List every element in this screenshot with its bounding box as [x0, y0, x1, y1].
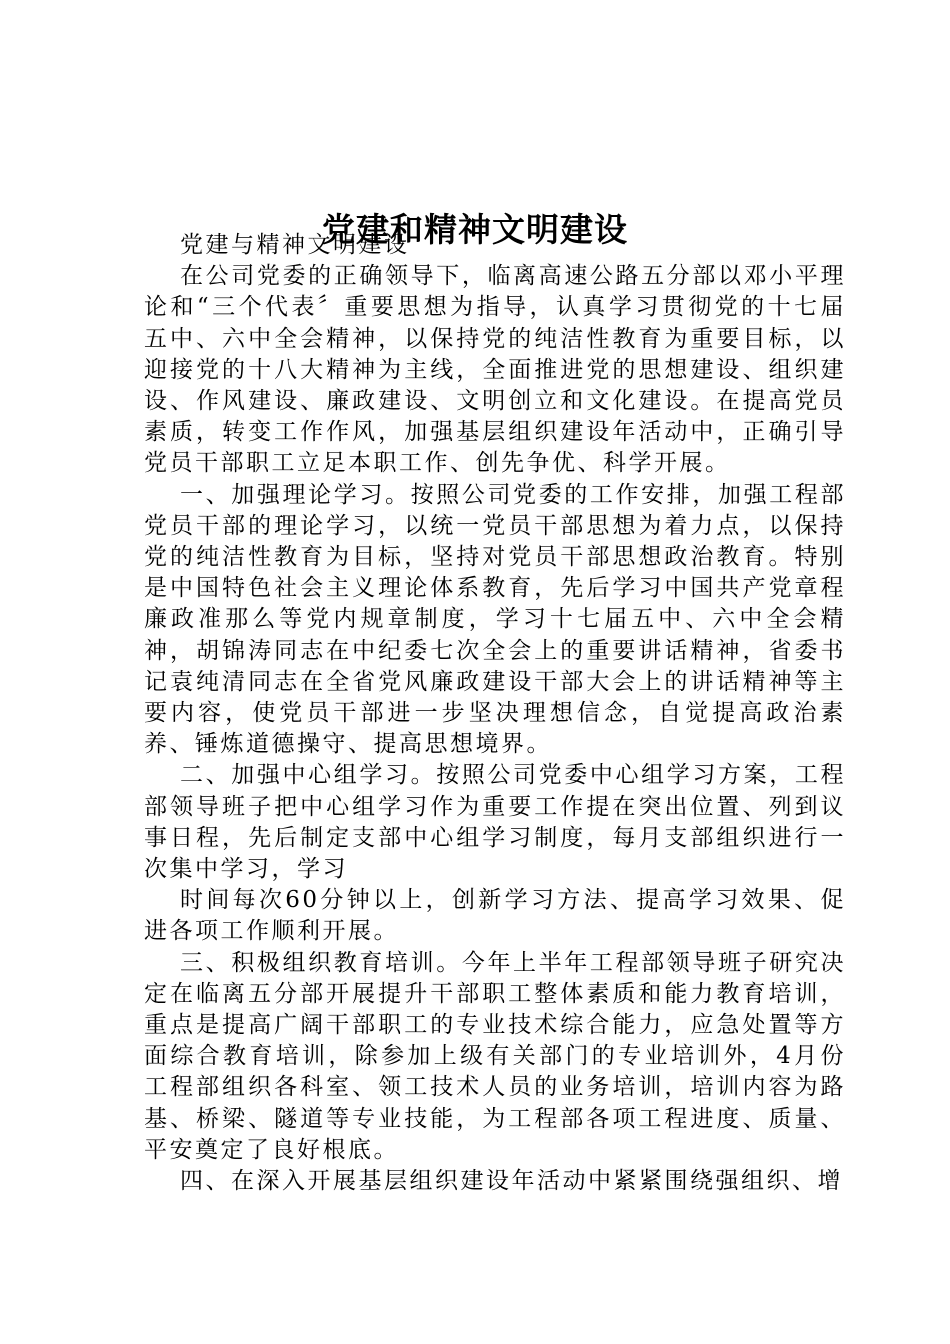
paragraph-section-3: 三、积极组织教育培训。今年上半年工程部领导班子研究决定在临离五分部开展提升干部职工整体素质和能力教育培训，重点是提高广阔干部职工的专业技术综合能力，应急处置等方面综合教育培训，除参加上级有关部门的专业培训外，4月份工程部组织各科室、领工技术人员的业务培训，培训内容为路基、桥梁、隧道等专业技能，为工程部各项工程进度、质量、平安奠定了良好根底。 — [144, 949, 846, 1163]
paragraph-section-1: 一、加强理论学习。按照公司党委的工作安排，加强工程部党员干部的理论学习，以统一党员干部思想为着力点，以保持党的纯洁性教育为目标，坚持对党员干部思想政治教育。特别是中国特色社会主义理论体系教育，先后学习中国共产党章程廉政准那么等党内规章制度，学习十七届五中、六中全会精神，胡锦涛同志在中纪委七次全会上的重要讲话精神，省委书记袁纯清同志在全省党风廉政建设干部大会上的讲话精神等主要内容，使党员干部进一步坚决理想信念，自觉提高政治素养、锤炼道德操守、提高思想境界。 — [144, 481, 846, 758]
paragraph-intro: 在公司党委的正确领导下，临离高速公路五分部以邓小平理论和“三个代表〞重要思想为指导，认真学习贯彻党的十七届五中、六中全会精神，以保持党的纯洁性教育为重要目标，以迎接党的十八大精神为主线，全面推进党的思想建设、组织建设、作风建设、廉政建设、文明创立和文化建设。在提高党员素质，转变工作作风，加强基层组织建设年活动中，正确引导党员干部职工立足本职工作、创先争优、科学开展。 — [144, 263, 846, 477]
paragraph-section-2-continued: 时间每次60分钟以上，创新学习方法、提高学习效果、促进各项工作顺利开展。 — [144, 887, 846, 945]
paragraph-subtitle: 党建与精神文明建设 — [180, 232, 410, 258]
paragraph-section-4: 四、在深入开展基层组织建设年活动中紧紧围绕强组织、增 — [180, 1168, 843, 1195]
document-title: 党建和精神文明建设 — [322, 210, 628, 250]
paragraph-section-2: 二、加强中心组学习。按照公司党委中心组学习方案，工程部领导班子把中心组学习作为重要工作提在突出位置、列到议事日程，先后制定支部中心组学习制度，每月支部组织进行一次集中学习，学习 — [144, 762, 846, 883]
document-body — [144, 230, 846, 1197]
